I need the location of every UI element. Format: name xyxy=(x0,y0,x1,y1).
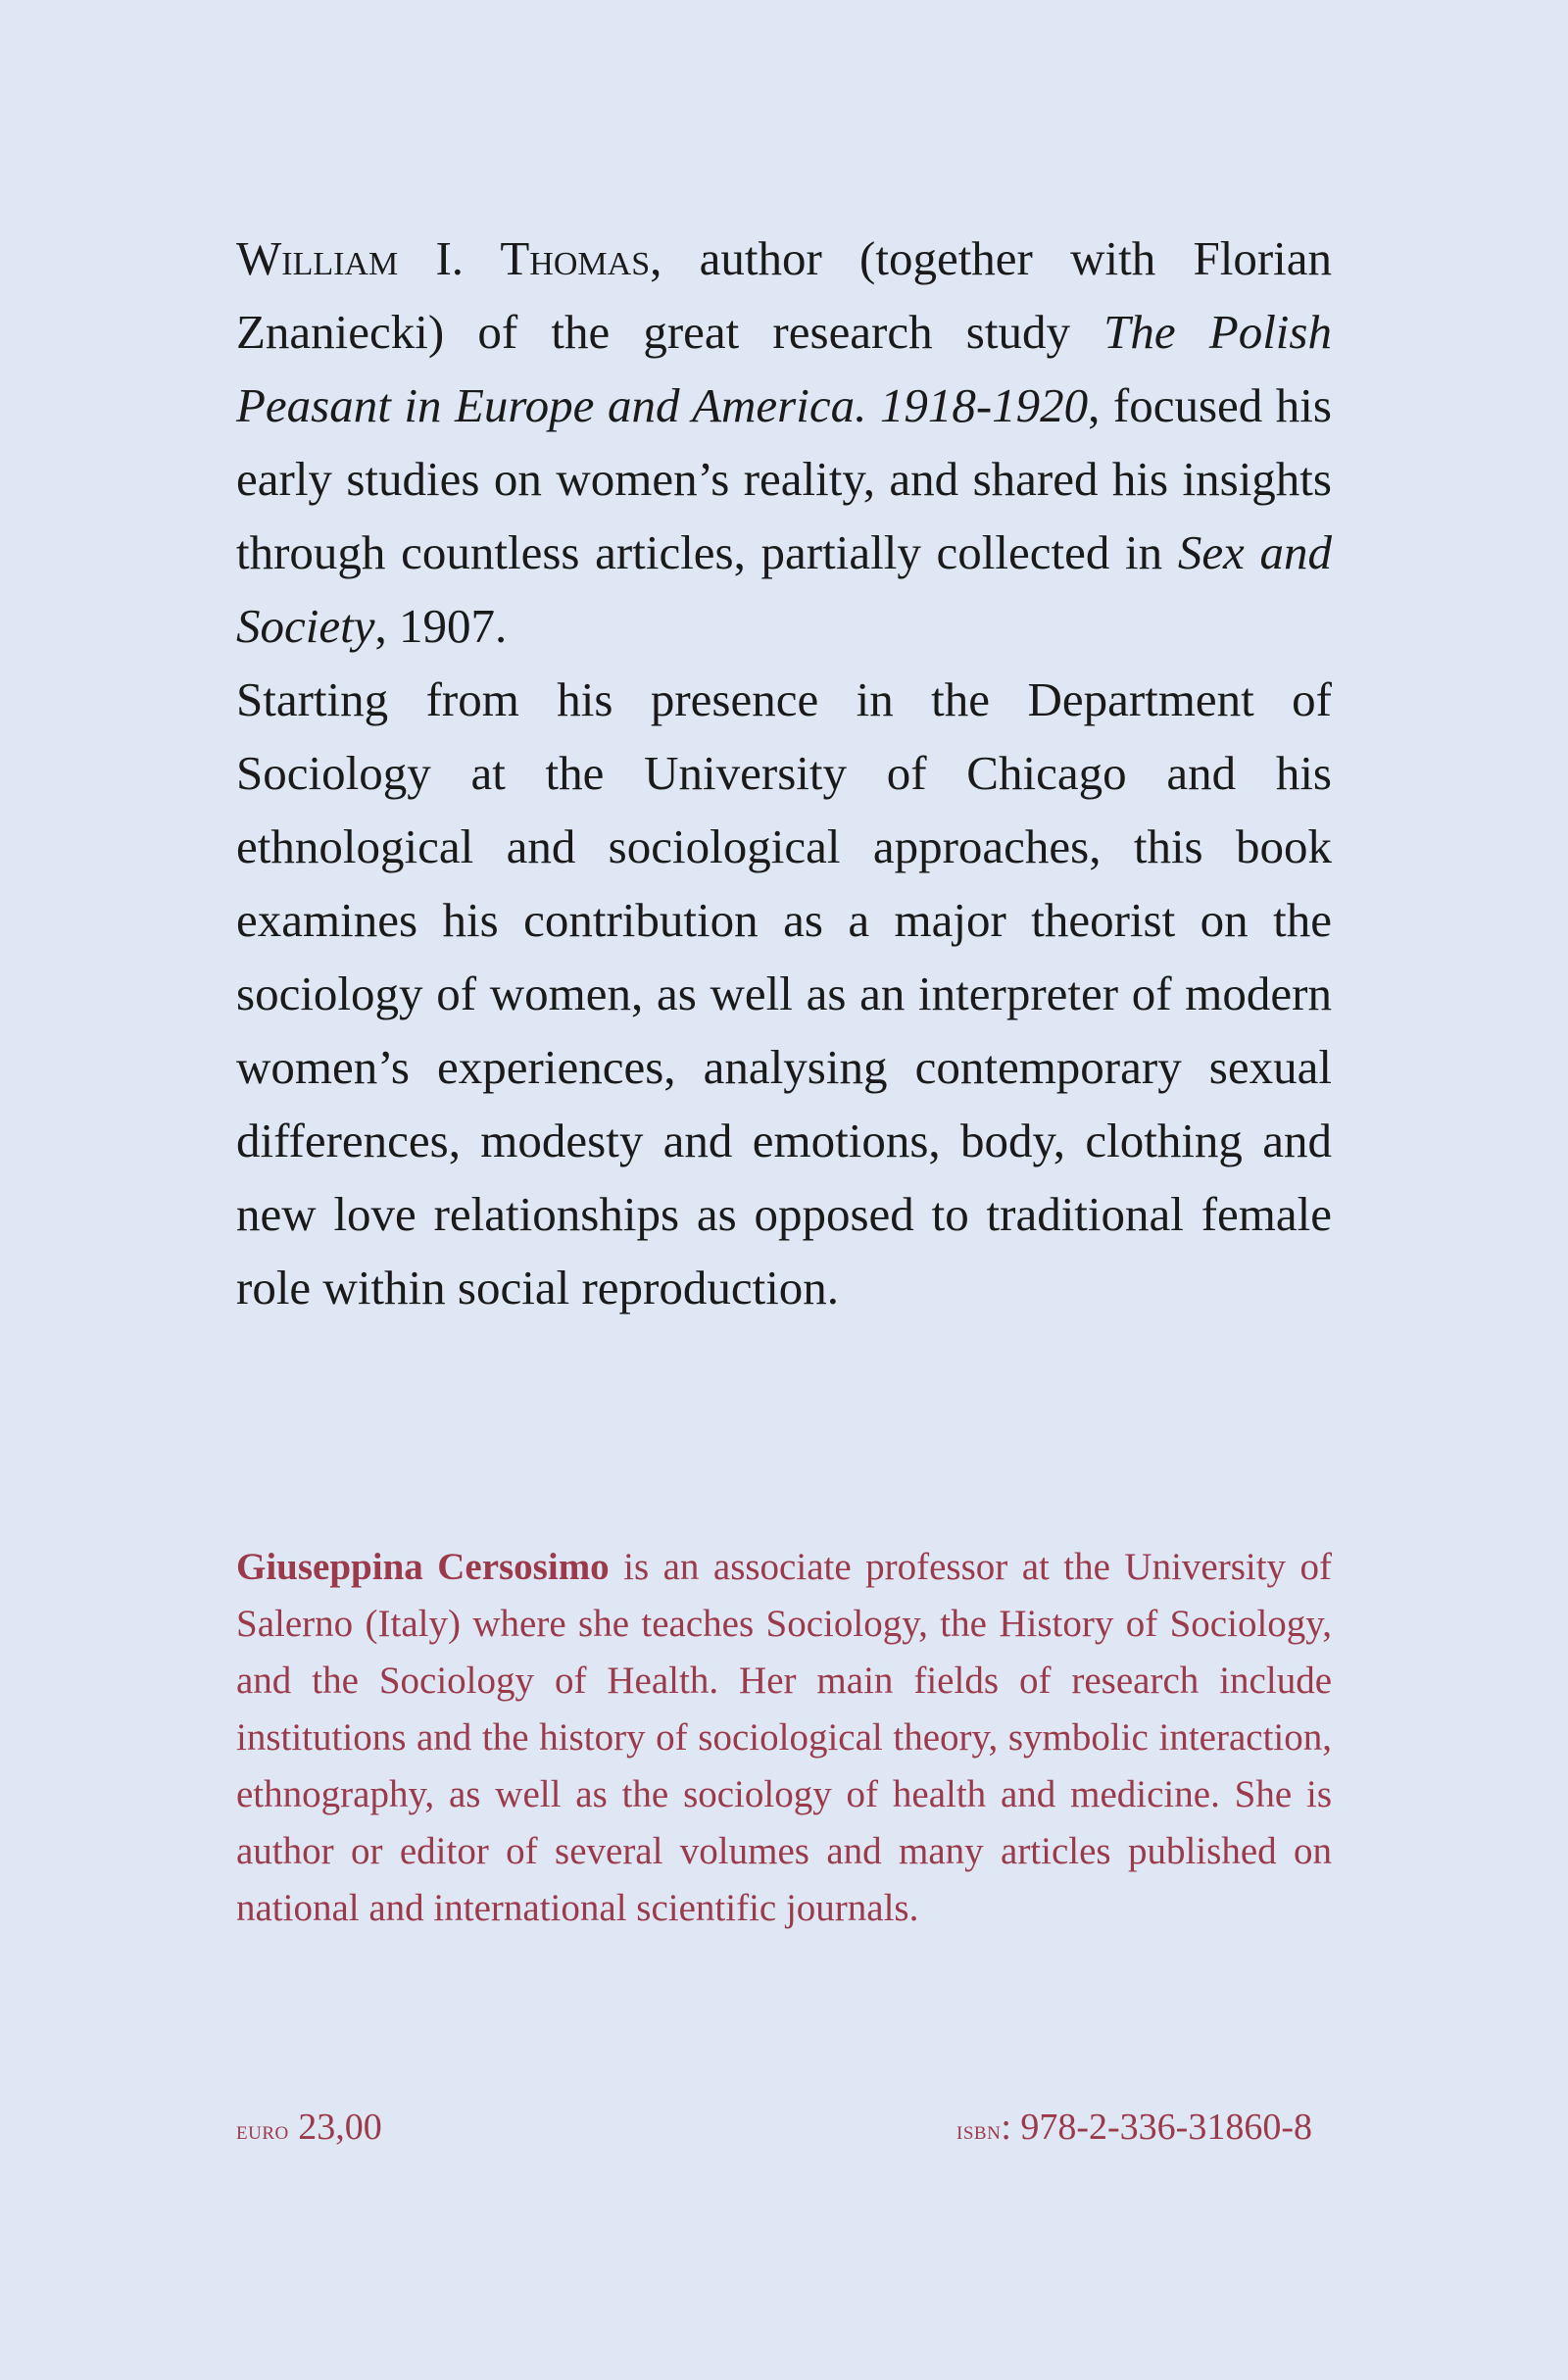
isbn-label: isbn xyxy=(956,2115,1002,2145)
description-text: , 1907. xyxy=(374,599,508,653)
description-paragraph-1 xyxy=(236,222,1332,663)
author-bio xyxy=(236,1539,1332,1937)
bio-author-name: Giuseppina Cersosimo xyxy=(236,1546,610,1588)
author-name: William I. Thomas xyxy=(236,231,651,285)
price-value: 23,00 xyxy=(298,2107,382,2148)
currency-label: euro xyxy=(236,2115,289,2145)
isbn-value: : 978-2-336-31860-8 xyxy=(1001,2107,1312,2148)
price xyxy=(236,2106,382,2149)
book-title-sex-and-society: Sex and Society xyxy=(236,525,1332,653)
description-text: , author (together with Florian Znaniecki) of the great research study xyxy=(236,231,1332,359)
book-title-polish-peasant: The Polish Peasant in Europe and America. 1918-1920 xyxy=(236,305,1332,432)
bio-text: is an associate professor at the University of Salerno (Italy) where she teaches Sociology, the History of Sociology, and the Sociology of Health. Her main fields of research include institutions and the history of sociological theory, symbolic interaction, ethnography, as well as the sociology of health and medicine. She is author or editor of several volumes and many articles published on national and international scientific journals. xyxy=(236,1546,1333,1929)
book-description xyxy=(236,222,1332,1324)
isbn xyxy=(956,2106,1312,2149)
description-text: , focused his early studies on women’s reality, and shared his insights through countless articles, partially collected in xyxy=(236,378,1332,579)
description-paragraph-2: Starting from his presence in the Department of Sociology at the University of Chicago and his ethnological and sociological approaches, this book examines his contribution as a major theorist on the sociology of women, as well as an interpreter of modern women’s experiences, analysing contemporary sexual differences, modesty and emotions, body, clothing and new love relationships as opposed to traditional female role within social reproduction. xyxy=(236,672,1332,1314)
